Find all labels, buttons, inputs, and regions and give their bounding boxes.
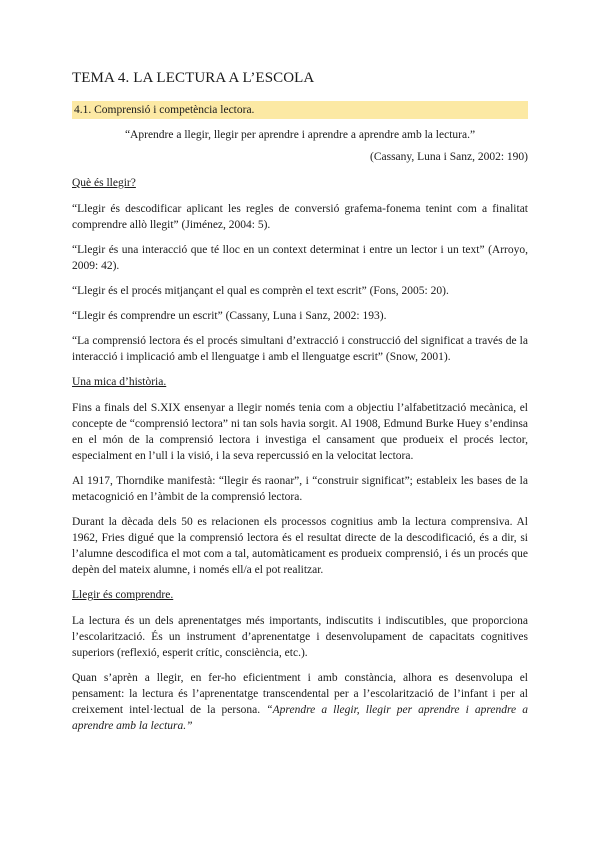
definition-item: “Llegir és comprendre un escrit” (Cassany, Luna i Sanz, 2002: 193). (72, 310, 387, 322)
epigraph-quote: “Aprendre a llegir, llegir per aprendre i aprendre a aprendre amb la lectura.” (124, 129, 476, 141)
page-content (72, 70, 528, 734)
understanding-paragraph: La lectura és un dels aprenentatges més importants, indiscutits i indiscutibles, que proporciona l’escolarització. És un instrument d’aprenentatge i desenvolupament de capacitats cognitives superiors (reflexió, esperit crític, consciència, etc.). (72, 615, 528, 659)
heading-history: Una mica d’història. (72, 376, 167, 388)
page-title: TEMA 4. LA LECTURA A L’ESCOLA (72, 70, 315, 86)
definition-item: “Llegir és una interacció que té lloc en un context determinat i entre un lector i un text” (Arroyo, 2009: 42). (72, 244, 528, 272)
epigraph-citation: (Cassany, Luna i Sanz, 2002: 190) (370, 151, 528, 163)
section-heading-highlighted: 4.1. Comprensió i competència lectora. (72, 101, 528, 119)
heading-what-is-reading: Què és llegir? (72, 177, 136, 189)
history-paragraph: Al 1917, Thorndike manifestà: “llegir és raonar”, i “construir significat”; estableix les bases de la metacognició en l’àmbit de la comprensió lectora. (72, 475, 528, 503)
understanding-italic-quote: “Aprendre a llegir, llegir per aprendre i aprendre a aprendre amb la lectura.” (72, 704, 529, 732)
definition-item: “Llegir és el procés mitjançant el qual es comprèn el text escrit” (Fons, 2005: 20). (72, 285, 449, 297)
heading-reading-is-understanding: Llegir és comprendre. (72, 589, 174, 601)
history-paragraph: Durant la dècada dels 50 es relacionen els processos cognitius amb la lectura comprensiva. Al 1962, Fries digué que la comprensió lectora és el resultat directe de la descodificació, és a dir, si l’alumne descodifica el mot com a tal, automàticament es produeix comprensió, i és un procés que depèn del mateix alumne, i només ell/a el pot realitzar. (72, 516, 528, 576)
history-paragraph: Fins a finals del S.XIX ensenyar a llegir només tenia com a objectiu l’alfabetització mecànica, el concepte de “comprensió lectora” ni tan sols havia sorgit. Al 1908, Edmund Burke Huey s’endinsa en el món de la comprensió lectora i investiga el cansament que produeix el procés lector, especialment en l’ull i la visió, i la seva repercussió en la velocitat lectora. (72, 402, 528, 462)
definition-item: “Llegir és descodificar aplicant les regles de conversió grafema-fonema tenint com a finalitat comprendre allò llegit” (Jiménez, 2004: 5). (72, 203, 528, 231)
understanding-paragraph-text: Quan s’aprèn a llegir, en fer-ho eficientment i amb constància, alhora es desenvolupa el pensament: la lectura és l’aprenentatge transcendental per a l’escolarització de l’infant i per al creixement intel·lectual de la persona. (72, 672, 528, 716)
definition-item: “La comprensió lectora és el procés simultani d’extracció i construcció del significat a través de la interacció i implicació amb el llenguatge i amb el llenguatge escrit” (Snow, 2001). (72, 335, 528, 363)
understanding-paragraph (72, 670, 528, 734)
